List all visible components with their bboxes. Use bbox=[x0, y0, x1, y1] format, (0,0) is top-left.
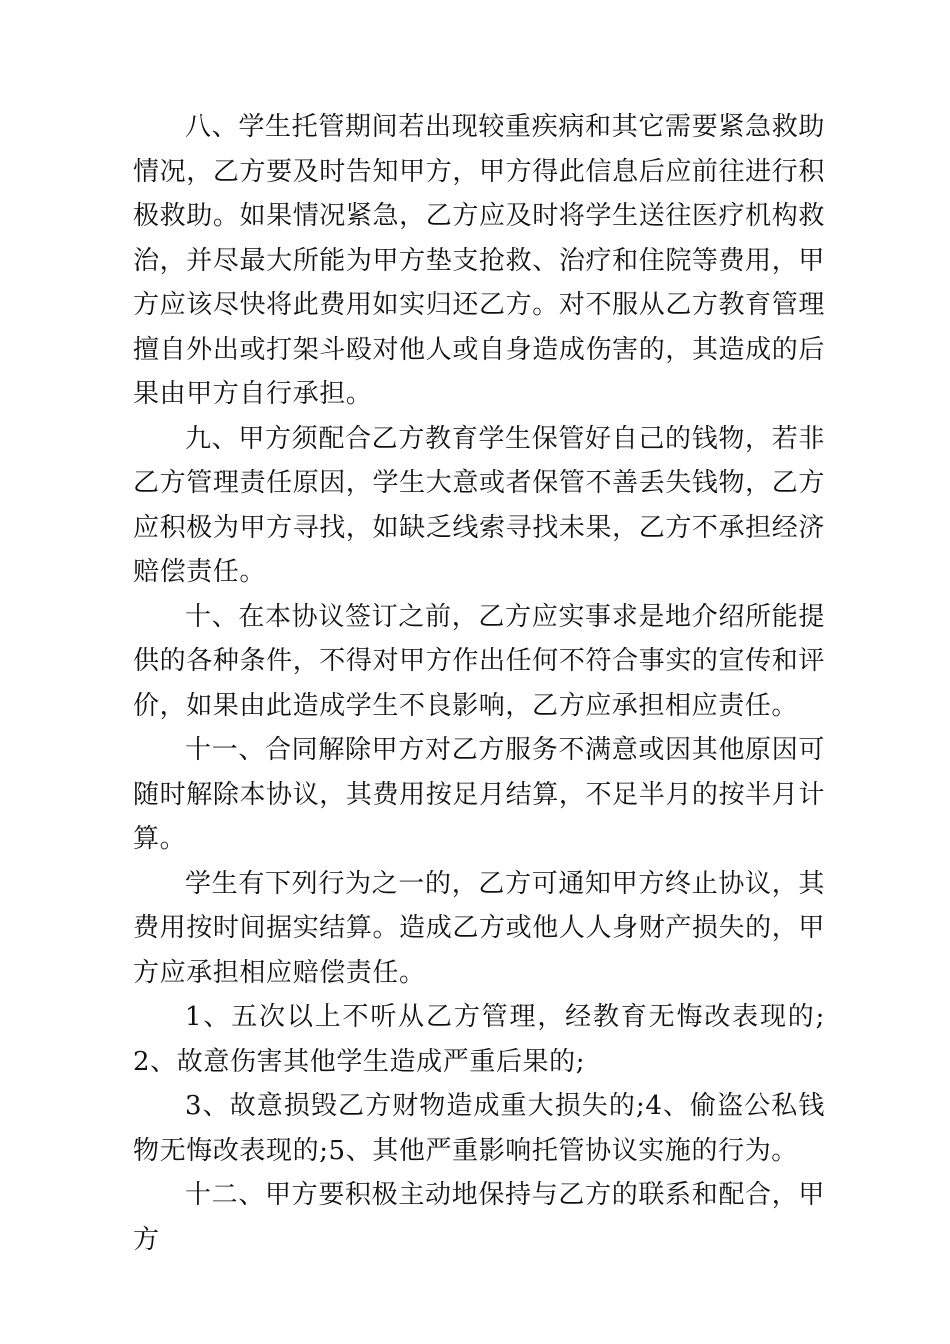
paragraph-items-1-2: 1、五次以上不听从乙方管理，经教育无悔改表现的;2、故意伤害其他学生造成严重后果的; bbox=[133, 1002, 825, 1077]
paragraph-clause-9: 九、甲方须配合乙方教育学生保管好自己的钱物，若非乙方管理责任原因，学生大意或者保管不善丢失钱物，乙方应积极为甲方寻找，如缺乏线索寻找未果，乙方不承担经济赔偿责任。 bbox=[133, 423, 825, 587]
paragraph-clause-10: 十、在本协议签订之前，乙方应实事求是地介绍所能提供的各种条件，不得对甲方作出任何不符合事实的宣传和评价，如果由此造成学生不良影响，乙方应承担相应责任。 bbox=[133, 601, 825, 721]
paragraph-clause-12: 十二、甲方要积极主动地保持与乙方的联系和配合，甲方 bbox=[133, 1180, 825, 1255]
paragraph-termination-conditions: 学生有下列行为之一的，乙方可通知甲方终止协议，其费用按时间据实结算。造成乙方或他人人身财产损失的，甲方应承担相应赔偿责任。 bbox=[133, 868, 825, 988]
document-body bbox=[133, 105, 825, 1262]
paragraph-clause-8: 八、学生托管期间若出现较重疾病和其它需要紧急救助情况，乙方要及时告知甲方，甲方得此信息后应前往进行积极救助。如果情况紧急，乙方应及时将学生送往医疗机构救治，并尽最大所能为甲方垫支抢救、治疗和住院等费用，甲方应该尽快将此费用如实归还乙方。对不服从乙方教育管理擅自外出或打架斗殴对他人或自身造成伤害的，其造成的后果由甲方自行承担。 bbox=[133, 112, 825, 409]
paragraph-items-3-5: 3、故意损毁乙方财物造成重大损失的;4、偷盗公私钱物无悔改表现的;5、其他严重影响托管协议实施的行为。 bbox=[133, 1091, 825, 1166]
paragraph-clause-11: 十一、合同解除甲方对乙方服务不满意或因其他原因可随时解除本协议，其费用按足月结算，不足半月的按半月计算。 bbox=[133, 735, 825, 854]
